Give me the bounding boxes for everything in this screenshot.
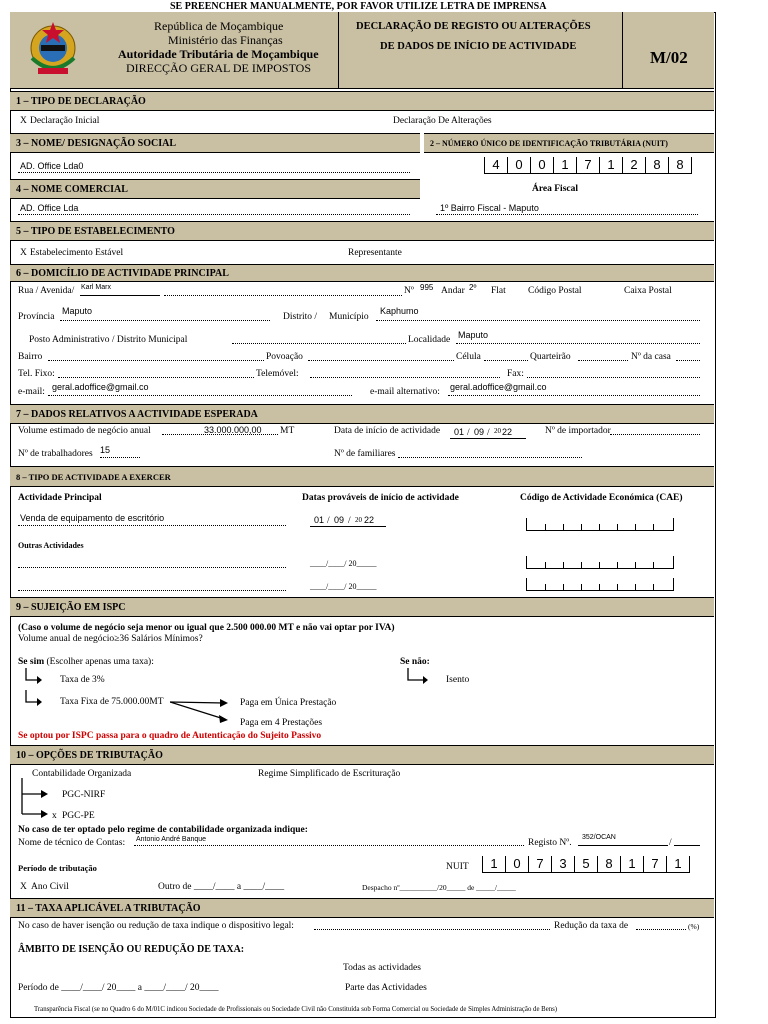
dispositivo-legal-field[interactable] xyxy=(314,929,550,930)
inicio-ano[interactable]: 22 xyxy=(502,427,513,437)
arrow-pgc-icon xyxy=(20,778,50,820)
label-representante: Representante xyxy=(348,248,402,258)
section-4-title: 4 – NOME COMERCIAL xyxy=(10,179,420,199)
despacho-field[interactable]: Despacho nº__________/20_____ de _____/_____ xyxy=(362,883,516,892)
ispc-warning: Se optou por ISPC passa para o quadro de Autenticação do Sujeito Passivo xyxy=(18,731,322,741)
email-alt-field[interactable]: geral.adoffice@gmail.co xyxy=(450,382,547,392)
nuit-tecnico-label: NUIT xyxy=(446,862,469,872)
numero-field[interactable]: 995 xyxy=(420,283,434,292)
label-declaracao-alteracoes: Declaração De Alterações xyxy=(393,116,492,126)
ispc-note: (Caso o volume de negócio seja menor ou igual que 2.500 000.00 MT e não vai optar por IVA) xyxy=(18,623,395,633)
actividade-principal-label: Actividade Principal xyxy=(18,493,102,503)
header-line4: DIRECÇÃO GERAL DE IMPOSTOS xyxy=(126,61,312,75)
posto-label: Posto Administrativo / Distrito Municipal xyxy=(29,335,188,345)
checkbox-estabelecimento-estavel[interactable]: X xyxy=(20,248,27,258)
andar-field[interactable]: 2º xyxy=(469,283,477,292)
caixa-postal-label: Caixa Postal xyxy=(624,286,672,296)
option-pgc-pe[interactable]: PGC-PE xyxy=(62,811,95,821)
registo-label: Registo Nº. xyxy=(528,838,572,848)
caso-contabilidade: No caso de ter optado pelo regime de contabilidade organizada indique: xyxy=(18,825,308,835)
reducao-field[interactable] xyxy=(636,929,686,930)
option-ano-civil[interactable]: Ano Civil xyxy=(31,882,69,892)
provincia-field[interactable]: Maputo xyxy=(62,306,93,316)
provincia-label: Província xyxy=(18,312,55,322)
volume-mt: MT xyxy=(280,426,295,436)
option-pgc-nirf[interactable]: PGC-NIRF xyxy=(62,790,106,800)
celula-label: Célula xyxy=(456,352,481,362)
inicio-mes[interactable]: 09 xyxy=(474,427,485,437)
option-contabilidade-organizada[interactable]: Contabilidade Organizada xyxy=(32,769,132,779)
bairro-label: Bairro xyxy=(18,352,43,362)
reducao-label: Redução da taxa de xyxy=(554,921,629,931)
cae-outra-1[interactable] xyxy=(526,556,674,569)
section-7-title: 7 – DADOS RELATIVOS A ACTIVIDADE ESPERADA xyxy=(10,404,714,424)
section-10-title: 10 – OPÇÕES DE TRIBUTAÇÃO xyxy=(10,745,714,765)
header-title1: DECLARAÇÃO DE REGISTO OU ALTERAÇÕES xyxy=(356,21,591,32)
inicio-actividade-label: Data de início de actividade xyxy=(334,426,441,436)
trabalhadores-label: Nº de trabalhadores xyxy=(18,449,93,459)
cae-outra-2[interactable] xyxy=(526,578,674,591)
municipio-field[interactable]: Kaphumo xyxy=(380,306,419,316)
email-alt-label: e-mail alternativo: xyxy=(370,387,440,397)
se-nao-label: Se não: xyxy=(400,657,430,667)
telemovel-label: Telemóvel: xyxy=(256,369,299,379)
se-sim-label: Se sim xyxy=(18,657,45,667)
section-9-title: 9 – SUJEIÇÃO EM ISPC xyxy=(10,597,714,617)
label-declaracao-inicial: Declaração Inicial xyxy=(30,116,100,126)
povoacao-label: Povoação xyxy=(266,352,303,362)
casa-label: Nº da casa xyxy=(631,352,671,362)
principal-ano[interactable]: 22 xyxy=(364,515,375,525)
municipio-label: Município xyxy=(329,312,369,322)
numero-label: Nº xyxy=(404,286,414,296)
section-3-title: 3 – NOME/ DESIGNAÇÃO SOCIAL xyxy=(10,133,420,153)
periodo-isencao-field[interactable]: Período de ____/____/ 20____ a ____/____/ 20____ xyxy=(18,983,219,993)
localidade-field[interactable]: Maputo xyxy=(458,330,489,340)
option-unica-prestacao[interactable]: Paga em Única Prestação xyxy=(240,698,337,708)
header-line1: República de Moçambique xyxy=(154,19,284,33)
principal-dia[interactable]: 01 xyxy=(314,515,325,525)
checkbox-ano-civil[interactable]: X xyxy=(20,882,27,892)
fax-label: Fax: xyxy=(507,369,524,379)
arrow-taxa-fixa-icon xyxy=(24,690,44,708)
option-4-prestacoes[interactable]: Paga em 4 Prestações xyxy=(240,718,323,728)
registo-field[interactable]: 352/OCAN xyxy=(582,834,616,841)
datas-provaveis-label: Datas prováveis de início de actividade xyxy=(302,493,459,503)
email-field[interactable]: geral.adoffice@gmail.co xyxy=(52,382,149,392)
trabalhadores-field[interactable]: 15 xyxy=(100,445,111,455)
checkbox-declaracao-inicial[interactable]: X xyxy=(20,116,27,126)
importador-label: Nº de importador xyxy=(545,426,611,436)
option-outro-periodo[interactable]: Outro de ____/____ a ____/____ xyxy=(158,882,285,892)
outra-actividade-1[interactable] xyxy=(18,567,286,568)
option-parte-actividades[interactable]: Parte das Actividades xyxy=(345,983,427,993)
actividade-principal-field[interactable]: Venda de equipamento de escritório xyxy=(20,513,165,523)
checkbox-pgc-pe[interactable]: x xyxy=(52,811,57,821)
section-5-title: 5 – TIPO DE ESTABELECIMENTO xyxy=(10,221,714,241)
header-line2: Ministério das Finanças xyxy=(168,33,283,47)
ambito-label: ÂMBITO DE ISENÇÃO OU REDUÇÃO DE TAXA: xyxy=(18,944,245,955)
rua-field[interactable]: Karl Marx xyxy=(81,284,111,291)
dispositivo-legal-label: No caso de haver isenção ou redução de taxa indique o dispositivo legal: xyxy=(18,921,294,931)
outras-actividades-label: Outras Actividades xyxy=(18,541,84,550)
nome-social-field[interactable]: AD. Office Lda0 xyxy=(20,161,84,171)
arrow-split-icon xyxy=(170,698,232,724)
cae-principal[interactable] xyxy=(526,518,674,531)
area-fiscal-label: Área Fiscal xyxy=(532,184,578,194)
form-header xyxy=(10,12,714,89)
rua-label: Rua / Avenida/ xyxy=(18,286,75,296)
nuit-tecnico-digits[interactable]: 1 0 7 3 5 8 1 7 1 xyxy=(482,856,690,873)
familiares-label: Nº de familiares xyxy=(334,449,396,459)
option-regime-simplificado[interactable]: Regime Simplificado de Escrituração xyxy=(258,769,401,779)
inicio-dia[interactable]: 01 xyxy=(454,427,465,437)
arrow-taxa3-icon xyxy=(24,668,44,686)
flat-label: Flat xyxy=(491,286,506,296)
cae-label: Código de Actividade Económica (CAE) xyxy=(520,493,683,503)
area-fiscal-field[interactable]: 1º Bairro Fiscal - Maputo xyxy=(440,203,539,213)
transparencia-fiscal-note: Transparência Fiscal (se no Quadro 6 do M/01C indicou Sociedade de Profissionais ou Sociedade Civil não Constituída sob Forma Comercial ou Sociedade de Simples Administração de Bens) xyxy=(34,1006,558,1013)
option-taxa-fixa[interactable]: Taxa Fixa de 75.000.00MT xyxy=(60,697,164,707)
tel-label: Tel. Fixo: xyxy=(18,369,55,379)
option-taxa-3[interactable]: Taxa de 3% xyxy=(60,675,105,685)
distrito-label: Distrito / xyxy=(283,312,318,322)
emblem-icon xyxy=(24,18,82,80)
option-isento[interactable]: Isento xyxy=(446,675,470,685)
ispc-note2: Volume anual de negócio≥36 Salários Mínimos? xyxy=(18,634,203,644)
label-estabelecimento-estavel: Estabelecimento Estável xyxy=(30,248,124,258)
codigo-postal-label: Código Postal xyxy=(528,286,582,296)
localidade-label: Localidade xyxy=(408,335,451,345)
header-title2: DE DADOS DE INÍCIO DE ACTIVIDADE xyxy=(380,41,577,52)
option-todas-actividades[interactable]: Todas as actividades xyxy=(343,963,421,973)
section-8-title: 8 – TIPO DE ACTIVIDADE A EXERCER xyxy=(10,466,714,487)
header-line3: Autoridade Tributária de Moçambique xyxy=(118,47,319,61)
arrow-isento-icon xyxy=(406,668,430,686)
section-1-title: 1 – TIPO DE DECLARAÇÃO xyxy=(10,91,714,111)
section-2-title: 2 – NÚMERO ÚNICO DE IDENTIFICAÇÃO TRIBUTÁRIA (NUIT) xyxy=(424,133,714,153)
nome-comercial-field[interactable]: AD. Office Lda xyxy=(20,203,79,213)
periodo-tributacao-label: Período de tributação xyxy=(18,863,97,873)
principal-mes[interactable]: 09 xyxy=(334,515,345,525)
volume-field[interactable]: 33.000.000,00 xyxy=(204,425,262,435)
top-notice: SE PREENCHER MANUALMENTE, POR FAVOR UTILIZE LETRA DE IMPRENSA xyxy=(170,1,547,12)
nuit-digits[interactable]: 4 0 0 1 7 1 2 8 8 xyxy=(484,157,692,174)
email-label: e-mail: xyxy=(18,387,45,397)
tecnico-field[interactable]: Antonio André Banque xyxy=(136,836,207,843)
andar-label: Andar xyxy=(441,286,465,296)
volume-label: Volume estimado de negócio anual xyxy=(18,426,151,436)
tecnico-label: Nome de técnico de Contas: xyxy=(18,838,126,848)
outra-actividade-2[interactable] xyxy=(18,590,286,591)
quarteirao-label: Quarteirão xyxy=(530,352,571,362)
section-6-title: 6 – DOMICÍLIO DE ACTIVIDADE PRINCIPAL xyxy=(10,264,714,282)
section-11-title: 11 – TAXA APLICÁVEL A TRIBUTAÇÃO xyxy=(10,898,714,918)
form-code: M/02 xyxy=(650,48,688,67)
